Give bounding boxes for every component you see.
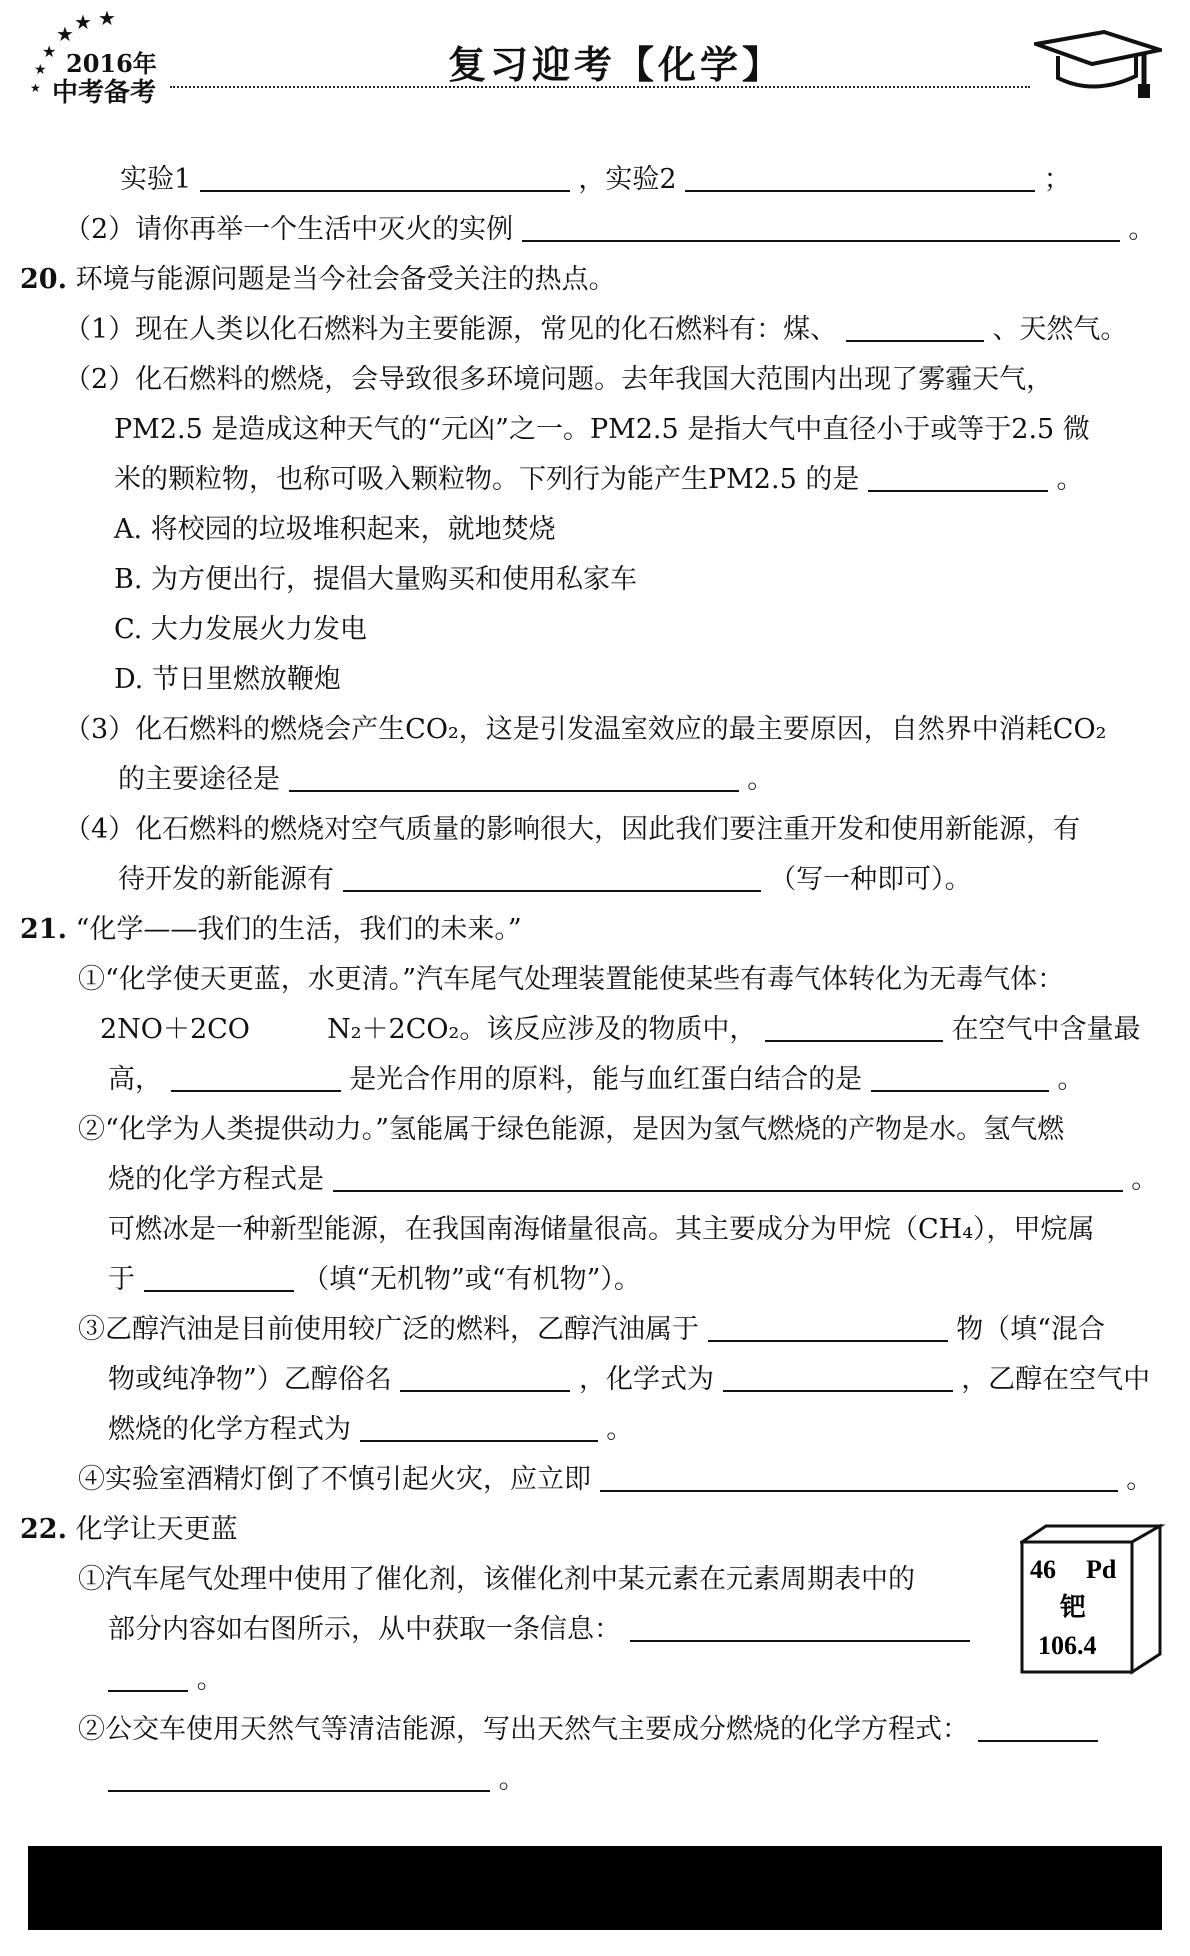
q22-2-line1 — [78, 1710, 1098, 1750]
text: B. 为方便出行，提倡大量购买和使用私家车 — [114, 564, 638, 595]
text: 是光合作用的原料，能与血红蛋白结合的是 — [349, 1064, 863, 1095]
element-name: 钯 — [1060, 1593, 1087, 1623]
line-experiments — [120, 160, 1071, 200]
q22-2-line2 — [108, 1760, 526, 1800]
text: 。 — [747, 764, 775, 795]
periodic-table-cell-palladium — [1020, 1524, 1165, 1676]
text: （3）化石燃料的燃烧会产生CO₂，这是引发温室效应的最主要原因，自然界中消耗CO₂ — [64, 714, 1107, 745]
answer-blank[interactable] — [723, 1362, 953, 1392]
text: （写一种即可）。 — [769, 864, 972, 895]
text: N₂＋2CO₂。该反应涉及的物质中， — [327, 1014, 757, 1045]
text: 物（填“混合 — [956, 1314, 1105, 1345]
text: （2）请你再举一个生活中灭火的实例 — [64, 214, 514, 245]
text: ①“化学使天更蓝，水更清。”汽车尾气处理装置能使某些有毒气体转化为无毒气体： — [78, 964, 1065, 995]
text: ②公交车使用天然气等清洁能源，写出天然气主要成分燃烧的化学方程式： — [78, 1714, 969, 1745]
q21-1-line2 — [100, 1010, 1141, 1050]
text: 在空气中含量最 — [951, 1014, 1141, 1045]
line-q19-2 — [64, 210, 1155, 250]
page-title: 复习迎考【化学】 — [448, 42, 785, 87]
text: A. 将校园的垃圾堆积起来，就地焚烧 — [114, 514, 556, 545]
option-c — [114, 610, 367, 650]
text: 。 — [1057, 1064, 1085, 1095]
text: ，乙醇在空气中 — [961, 1364, 1151, 1395]
answer-blank[interactable] — [108, 1662, 188, 1692]
answer-blank[interactable] — [765, 1012, 943, 1042]
option-a — [114, 510, 556, 550]
q20-3-line1 — [64, 710, 1106, 750]
text: ，实验2 — [578, 164, 677, 195]
answer-blank[interactable] — [200, 162, 570, 192]
q20-4-line1 — [64, 810, 1080, 850]
q21-2-line3 — [108, 1210, 1095, 1250]
text: ②“化学为人类提供动力。”氢能属于绿色能源，是因为氢气燃烧的产物是水。氢气燃 — [78, 1114, 1065, 1145]
text: 。 — [196, 1664, 224, 1695]
text: 、天然气。 — [992, 314, 1128, 345]
answer-blank[interactable] — [171, 1062, 341, 1092]
text: PM2.5 是造成这种天气的“元凶”之一。PM2.5 是指大气中直径小于或等于2.5 微 — [114, 414, 1090, 445]
atomic-mass: 106.4 — [1038, 1631, 1097, 1660]
answer-blank[interactable] — [846, 312, 984, 342]
text: 环境与能源问题是当今社会备受关注的热点。 — [75, 264, 616, 295]
answer-blank[interactable] — [600, 1462, 1118, 1492]
text: 。 — [1131, 1164, 1159, 1195]
answer-blank[interactable] — [343, 862, 761, 892]
text: 物或纯净物”）乙醇俗名 — [108, 1364, 392, 1395]
exam-badge: ★ ★ ★ ★ ★ ★ 2016年 中考备考 — [30, 6, 157, 108]
header-rule — [170, 86, 1030, 88]
page-header — [0, 0, 1190, 110]
text: 化学让天更蓝 — [75, 1514, 238, 1545]
answer-blank[interactable] — [400, 1362, 570, 1392]
q21-1-line3 — [108, 1060, 1084, 1100]
text: 。 — [1128, 214, 1156, 245]
q21-3-line1 — [78, 1310, 1105, 1350]
text: D. 节日里燃放鞭炮 — [114, 664, 341, 695]
atomic-number: 46 — [1030, 1555, 1056, 1584]
q22-1-line1 — [78, 1560, 915, 1600]
q22-stem — [20, 1510, 238, 1550]
badge-year: 2016年 — [66, 49, 157, 78]
text: （2）化石燃料的燃烧，会导致很多环境问题。去年我国大范围内出现了雾霾天气， — [64, 364, 1054, 395]
answer-blank[interactable] — [978, 1712, 1098, 1742]
q21-3-line2 — [108, 1360, 1150, 1400]
text: 可燃冰是一种新型能源，在我国南海储量很高。其主要成分为甲烷（CH₄），甲烷属 — [108, 1214, 1095, 1245]
badge-text: 中考备考 — [52, 78, 157, 108]
text: 的主要途径是 — [118, 764, 280, 795]
q21-1-line1 — [78, 960, 1064, 1000]
question-number: 20. — [20, 264, 67, 295]
text: C. 大力发展火力发电 — [114, 614, 367, 645]
text: 高， — [108, 1064, 162, 1095]
option-b — [114, 560, 637, 600]
answer-blank[interactable] — [289, 762, 739, 792]
q20-2-line1 — [64, 360, 1053, 400]
element-symbol: Pd — [1086, 1555, 1117, 1584]
question-number: 22. — [20, 1514, 67, 1545]
text: 于 — [108, 1264, 135, 1295]
answer-blank[interactable] — [333, 1162, 1123, 1192]
text: 。 — [1126, 1464, 1154, 1495]
text: 烧的化学方程式是 — [108, 1164, 324, 1195]
text: （填“无机物”或“有机物”）。 — [302, 1264, 641, 1295]
equation-left: 2NO＋2CO — [100, 1014, 250, 1045]
q20-1 — [64, 310, 1127, 350]
q20-stem — [20, 260, 616, 300]
text: “化学——我们的生活，我们的未来。” — [75, 914, 522, 945]
q21-2-line1 — [78, 1110, 1064, 1150]
question-number: 21. — [20, 914, 67, 945]
text: ，化学式为 — [579, 1364, 714, 1395]
text: （4）化石燃料的燃烧对空气质量的影响很大，因此我们要注重开发和使用新能源，有 — [64, 814, 1081, 845]
answer-blank[interactable] — [708, 1312, 948, 1342]
answer-blank[interactable] — [630, 1612, 970, 1642]
text: 待开发的新能源有 — [118, 864, 334, 895]
text: 燃烧的化学方程式为 — [108, 1414, 351, 1445]
answer-blank[interactable] — [685, 162, 1035, 192]
text: ④实验室酒精灯倒了不慎引起火灾，应立即 — [78, 1464, 591, 1495]
graduation-cap-icon — [1034, 30, 1162, 100]
text: ③乙醇汽油是目前使用较广泛的燃料，乙醇汽油属于 — [78, 1314, 699, 1345]
text: ①汽车尾气处理中使用了催化剂，该催化剂中某元素在元素周期表中的 — [78, 1564, 915, 1595]
q22-1-line2 — [108, 1610, 970, 1650]
q21-3-line3 — [108, 1410, 633, 1450]
option-d — [114, 660, 341, 700]
answer-blank[interactable] — [868, 462, 1048, 492]
q21-2-line4 — [108, 1260, 641, 1300]
text: 。 — [606, 1414, 634, 1445]
answer-blank[interactable] — [108, 1762, 490, 1792]
text: 。 — [498, 1764, 526, 1795]
answer-blank[interactable] — [871, 1062, 1049, 1092]
answer-blank[interactable] — [144, 1262, 294, 1292]
q20-2-line2 — [114, 410, 1090, 450]
q20-2-line3 — [114, 460, 1084, 500]
footer-bar — [28, 1846, 1162, 1930]
q21-4 — [78, 1460, 1153, 1500]
q20-4-line2 — [118, 860, 972, 900]
q20-3-line2 — [118, 760, 774, 800]
text: 部分内容如右图所示，从中获取一条信息： — [108, 1614, 621, 1645]
q21-stem — [20, 910, 522, 950]
q21-2-line2 — [108, 1160, 1158, 1200]
text: ； — [1043, 164, 1071, 195]
answer-blank[interactable] — [360, 1412, 598, 1442]
text: （1）现在人类以化石燃料为主要能源，常见的化石燃料有：煤、 — [64, 314, 838, 345]
answer-blank[interactable] — [522, 212, 1120, 242]
q22-1-line3 — [108, 1660, 224, 1700]
text: 。 — [1056, 464, 1084, 495]
text: 米的颗粒物，也称可吸入颗粒物。下列行为能产生PM2.5 的是 — [114, 464, 860, 495]
text: 实验1 — [120, 164, 192, 195]
